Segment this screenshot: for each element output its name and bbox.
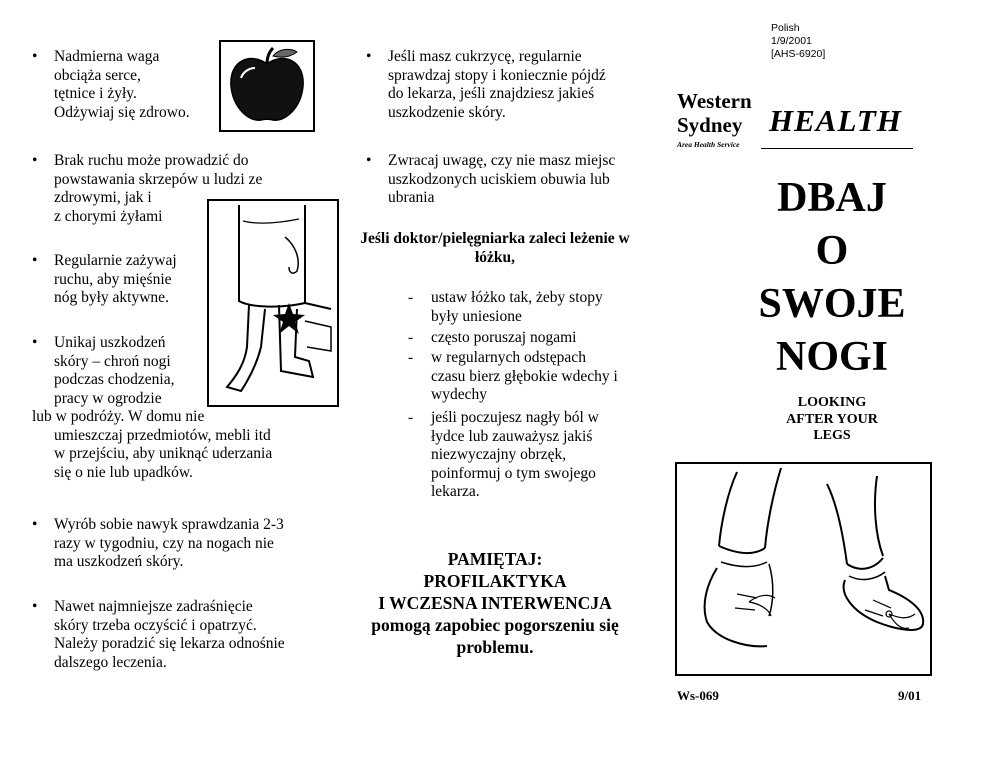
apple-icon — [219, 40, 315, 132]
main-title: DBAJ O SWOJE NOGI — [758, 175, 906, 380]
bed-rest-item-2: - często poruszaj nogami — [408, 329, 577, 346]
walking-leg-illustration — [675, 462, 932, 676]
middle-bullet-2: • Zwracaj uwagę, czy nie masz miejsc uszkodzonych uciskiem obuwia lub ubrania — [366, 152, 616, 206]
wsahs-logo — [677, 90, 917, 154]
bed-rest-item-1: - ustaw łóżko tak, żeby stopy były uniesione — [408, 289, 603, 325]
left-bullet-1 — [32, 48, 222, 128]
left-bullet-3: • Regularnie zażywaj ruchu, aby mięśnie nóg były aktywne. — [32, 252, 177, 306]
bullet-text: Nadmierna waga obciąża serce, tętnice i żyły. Odżywiaj się zdrowo. — [54, 48, 190, 121]
left-bullet-5: • Wyrób sobie nawyk sprawdzania 2-3 razy w tygodniu, czy na nogach nie ma uszkodzeń skóry. — [32, 516, 284, 570]
remember-box: PAMIĘTAJ: PROFILAKTYKA I WCZESNA INTERWENCJA pomogą zapobiec pogorszeniu się problemu. — [371, 549, 619, 657]
logo-western: Western — [677, 89, 752, 113]
english-subtitle: LOOKING AFTER YOUR LEGS — [786, 395, 878, 443]
bed-rest-item-3: - w regularnych odstępach czasu bierz głębokie wdechy i wydechy — [408, 349, 618, 403]
middle-bullet-1: • Jeśli masz cukrzycę, regularnie sprawdzaj stopy i koniecznie pójdź do lekarza, jeśli znajdziesz jakieś uszkodzenie skóry. — [366, 48, 606, 121]
form-date: 9/01 — [898, 688, 922, 703]
left-bullet-4-continued: lub w podróży. W domu nie umieszczaj przedmiotów, mebli itd w przejściu, aby uniknąć uderzania się o nie lub upadków. — [32, 408, 273, 481]
left-bullet-2: • Brak ruchu może prowadzić do powstawania skrzepów u ludzi ze zdrowymi, jak i z chorymi żyłami — [32, 152, 263, 225]
document-meta: Polish 1/9/2001 [AHS-6920] — [771, 22, 826, 60]
bed-rest-heading: Jeśli doktor/pielęgniarka zaleci leżenie w łóżku, — [360, 230, 630, 266]
apple-drawing — [221, 42, 313, 130]
logo-underline — [761, 148, 913, 149]
left-bullet-6: • Nawet najmniejsze zadraśnięcie skóry trzeba oczyścić i opatrzyć. Należy poradzić się lekarza odnośnie dalszego leczenia. — [32, 598, 285, 671]
logo-service: Area Health Service — [677, 140, 740, 149]
bed-rest-item-4: - jeśli poczujesz nagły ból w łydce lub zauważysz jakiś niezwyczajny obrzęk, poinformuj o tym swojego lekarza. — [408, 409, 599, 500]
bullet-dot: • — [32, 48, 38, 65]
walking-leg-drawing — [677, 464, 930, 674]
form-code: Ws-069 — [677, 688, 719, 703]
left-bullet-4: • Unikaj uszkodzeń skóry – chroń nogi podczas chodzenia, pracy w ogrodzie — [32, 334, 175, 407]
logo-sydney: Sydney — [677, 113, 743, 137]
logo-health: HEALTH — [769, 103, 902, 138]
